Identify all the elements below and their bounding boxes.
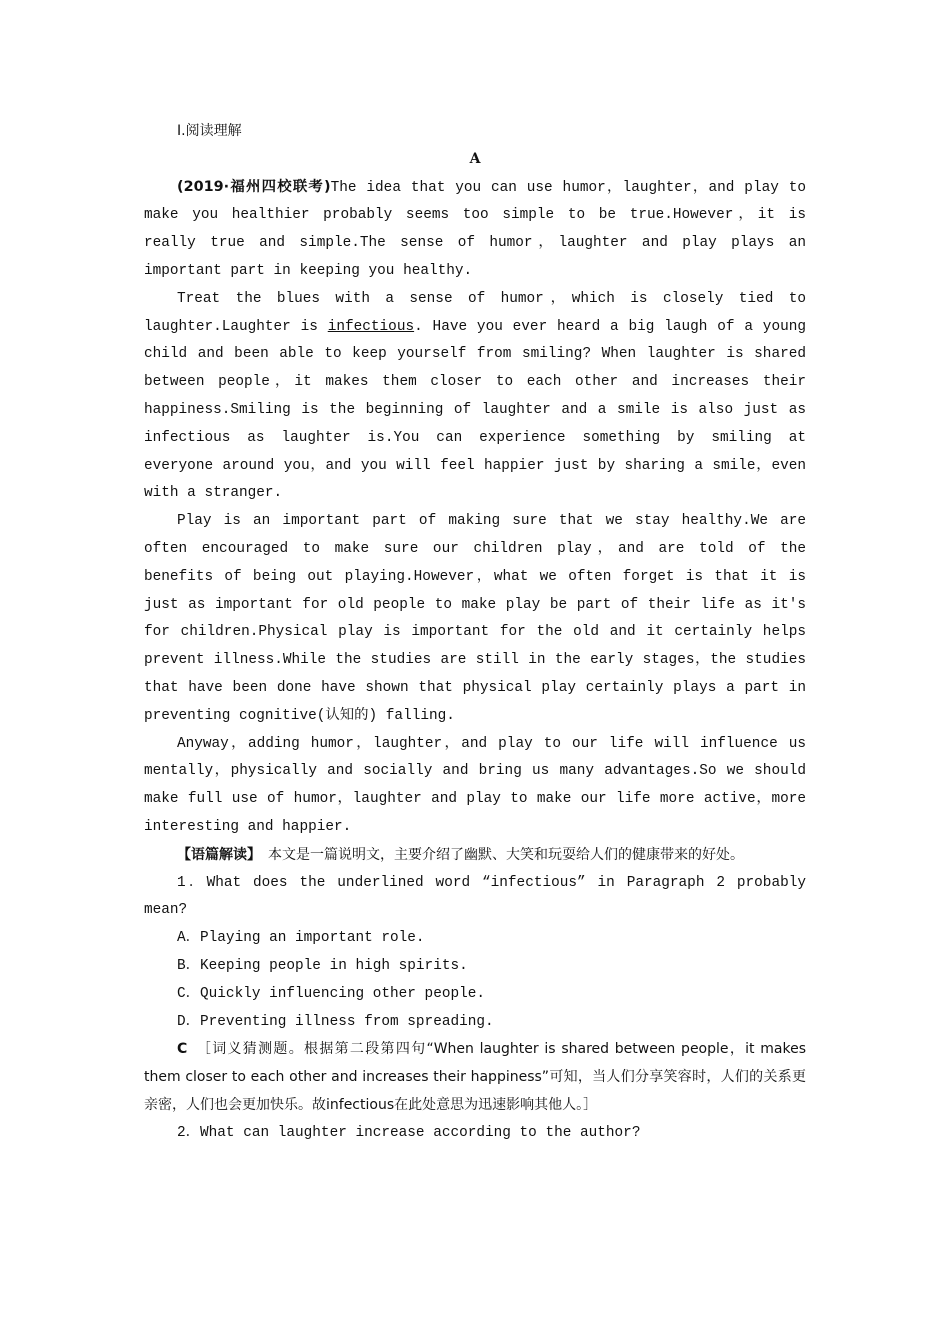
analysis-text: 本文是一篇说明文，主要介绍了幽默、大笑和玩耍给人们的健康带来的好处。: [268, 846, 744, 863]
paragraph-1: [144, 174, 806, 286]
document-page: [144, 118, 806, 1147]
question-1-option-c: C．Quickly influencing other people.: [177, 985, 486, 1002]
passage-label: A: [469, 150, 481, 167]
passage-analysis: [144, 842, 806, 870]
question-1-answer: [144, 1036, 806, 1119]
question-1-stem: 1．What does the underlined word “infectious” in Paragraph 2 probably mean?: [144, 874, 806, 919]
paragraph-2-pre: Treat the blues with a sense of humor，which is closely tied to laughter.Laughter is: [144, 290, 806, 335]
paragraph-4: Anyway，adding humor，laughter，and play to our life will influence us mentally，physically and socially and bring us many advantages.So we should make full use of humor，laughter and play to make our life more active，more interesting and happier.: [144, 735, 806, 835]
section-title: Ⅰ.阅读理解: [177, 123, 242, 139]
question-1-option-b: B．Keeping people in high spirits.: [177, 957, 468, 974]
paragraph-2: [144, 286, 806, 508]
question-1-option-a: A．Playing an important role.: [177, 930, 425, 947]
answer-letter: C: [177, 1041, 188, 1058]
answer-explanation: ［词义猜测题。根据第二段第四句“When laughter is shared between people，it makes them closer to each other and increases their happiness”可知，当人们分享笑容时，人们的关系更亲密，人们也会更加快乐。故infectious在此处意思为迅速影响其他人。］: [144, 1041, 806, 1113]
paragraph-3: Play is an important part of making sure that we stay healthy.We are often encouraged to make sure our children play，and are told of the benefits of being out playing.However，what we often forget is that it is just as important for old people to make play be part of their life as it's for children.Physical play is important for the old and it certainly helps prevent illness.While the studies are still in the early stages，the studies that have been done have shown that physical play certainly plays a part in preventing cognitive(认知的) falling.: [144, 513, 806, 724]
underlined-word: infectious: [327, 318, 415, 335]
question-1-option-d: D．Preventing illness from spreading.: [177, 1013, 494, 1030]
question-2-stem: 2．What can laughter increase according to the author?: [177, 1124, 641, 1141]
passage-source: (2019·福州四校联考): [177, 178, 331, 195]
paragraph-1-text: The idea that you can use humor，laughter，and play to make you healthier probably seems too simple to be true.However，it is really true and simple.The sense of humor，laughter and play plays an important part in keeping you healthy.: [144, 179, 806, 279]
analysis-label: 【语篇解读】: [177, 846, 254, 863]
paragraph-2-post: . Have you ever heard a big laugh of a young child and been able to keep yourself from smiling? When laughter is shared between people，it makes them closer to each other and increases their happiness.Smiling is the beginning of laughter and a smile is also just as infectious as laughter is.You can experience something by smiling at everyone around you，and you will feel happier just by sharing a smile，even with a stranger.: [144, 318, 806, 502]
